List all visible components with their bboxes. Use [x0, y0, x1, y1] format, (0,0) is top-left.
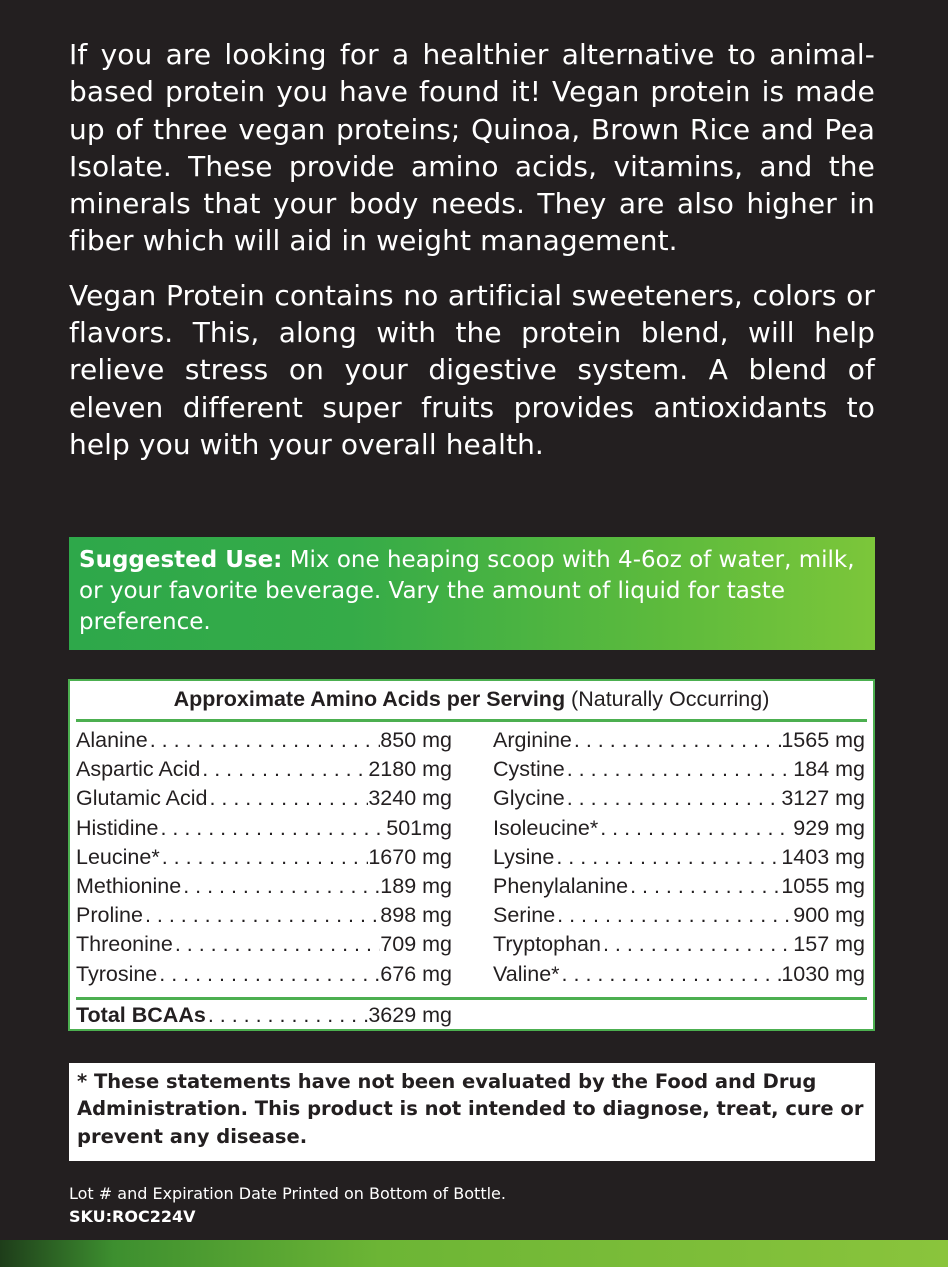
dot-leader — [160, 843, 369, 872]
dot-leader — [207, 784, 368, 813]
amino-name: Lysine — [493, 844, 555, 869]
amino-name: Tryptophan — [493, 932, 601, 957]
amino-value: 3240 mg — [368, 786, 452, 811]
amino-row — [493, 901, 865, 930]
dot-leader — [555, 901, 793, 930]
amino-row — [76, 755, 452, 784]
dot-leader — [565, 755, 794, 784]
amino-row — [493, 726, 865, 755]
product-description — [69, 36, 875, 463]
dot-leader — [181, 872, 380, 901]
amino-table-title — [70, 685, 873, 713]
amino-title-note: (Naturally Occurring) — [565, 687, 770, 711]
amino-name: Cystine — [493, 757, 565, 782]
amino-value: 929 mg — [793, 815, 865, 840]
amino-value: 850 mg — [380, 728, 452, 752]
dot-leader — [143, 901, 380, 930]
amino-value: 501mg — [386, 815, 452, 840]
amino-name: Tyrosine — [76, 961, 158, 986]
amino-row — [76, 814, 452, 843]
amino-value: 184 mg — [793, 757, 865, 782]
amino-name: Glycine — [493, 786, 565, 811]
amino-value: 1030 mg — [781, 961, 865, 986]
amino-row — [76, 930, 452, 959]
bottom-gradient-bar — [0, 1240, 948, 1267]
total-bcaas-value: 3629 mg — [368, 1003, 452, 1027]
amino-name: Isoleucine* — [493, 815, 599, 840]
dot-leader — [157, 960, 380, 989]
amino-name: Valine* — [493, 961, 560, 986]
amino-value: 1055 mg — [781, 873, 865, 898]
amino-row — [493, 784, 865, 813]
description-paragraph-1: If you are looking for a healthier alternative to animal-based protein you have found it! Vegan protein is made up of three vegan proteins; Quinoa, Brown Rice and Pea Isolate. These provide amino acids, vitamins, and the minerals that your body needs. They are also higher in fiber which will aid in weight management. — [69, 38, 875, 258]
amino-title-divider — [76, 719, 867, 722]
amino-row — [493, 843, 865, 872]
sku-label: SKU:ROC224V — [69, 1207, 196, 1226]
amino-name: Serine — [493, 903, 556, 928]
amino-name: Threonine — [76, 932, 173, 957]
total-divider — [76, 997, 867, 1000]
dot-leader — [601, 930, 793, 959]
amino-row — [76, 784, 452, 813]
amino-value: 1403 mg — [781, 844, 865, 869]
amino-value: 709 mg — [380, 932, 452, 957]
amino-row — [76, 960, 452, 989]
amino-right-column — [493, 726, 865, 989]
amino-title-bold: Approximate Amino Acids per Serving — [173, 687, 566, 711]
amino-value: 3127 mg — [781, 786, 865, 811]
suggested-use-label: Suggested Use: — [79, 547, 283, 573]
dot-leader — [628, 872, 781, 901]
amino-value: 898 mg — [380, 903, 452, 928]
amino-value: 1670 mg — [368, 844, 452, 869]
dot-leader — [206, 1001, 369, 1030]
dot-leader — [598, 814, 793, 843]
amino-value: 900 mg — [793, 903, 865, 928]
amino-row — [493, 755, 865, 784]
lot-expiration-note: Lot # and Expiration Date Printed on Bottom of Bottle. — [69, 1184, 506, 1203]
amino-name: Phenylalanine — [493, 873, 629, 898]
amino-name: Glutamic Acid — [76, 786, 208, 811]
total-bcaas-label: Total BCAAs — [76, 1003, 206, 1027]
amino-value: 676 mg — [380, 961, 452, 986]
amino-row — [493, 960, 865, 989]
amino-row — [493, 930, 865, 959]
dot-leader — [148, 726, 381, 755]
dot-leader — [200, 755, 368, 784]
amino-row — [76, 901, 452, 930]
amino-left-column — [76, 726, 452, 989]
amino-row — [76, 843, 452, 872]
amino-row — [493, 814, 865, 843]
suggested-use-text: Mix one heaping scoop with 4-6oz of water, milk, or your favorite beverage. Vary the amount of liquid for taste preference. — [79, 547, 855, 635]
dot-leader — [173, 930, 380, 959]
amino-name: Aspartic Acid — [76, 757, 201, 782]
dot-leader — [565, 784, 782, 813]
amino-name: Leucine* — [76, 844, 160, 869]
amino-value: 189 mg — [380, 873, 452, 898]
amino-name: Proline — [76, 903, 143, 928]
amino-acids-table — [68, 679, 875, 1031]
dot-leader — [554, 843, 781, 872]
total-bcaas-row — [76, 1001, 452, 1030]
dot-leader — [158, 814, 386, 843]
amino-name: Arginine — [493, 728, 572, 752]
amino-row — [76, 872, 452, 901]
amino-row — [493, 872, 865, 901]
dot-leader — [560, 960, 782, 989]
amino-name: Alanine — [76, 728, 148, 752]
amino-value: 157 mg — [793, 932, 865, 957]
amino-row — [76, 726, 452, 755]
amino-value: 1565 mg — [781, 728, 865, 752]
description-paragraph-2: Vegan Protein contains no artificial sweeteners, colors or flavors. This, along with the protein blend, will help relieve stress on your digestive system. A blend of eleven different super fruits provides antioxidants to help you with your overall health. — [69, 278, 875, 461]
suggested-use-box — [69, 537, 875, 650]
amino-value: 2180 mg — [368, 757, 452, 782]
amino-name: Histidine — [76, 815, 159, 840]
amino-name: Methionine — [76, 873, 182, 898]
fda-disclaimer: * These statements have not been evaluated by the Food and Drug Administration. This product is not intended to diagnose, treat, cure or prevent any disease. — [69, 1063, 875, 1161]
dot-leader — [572, 726, 781, 755]
